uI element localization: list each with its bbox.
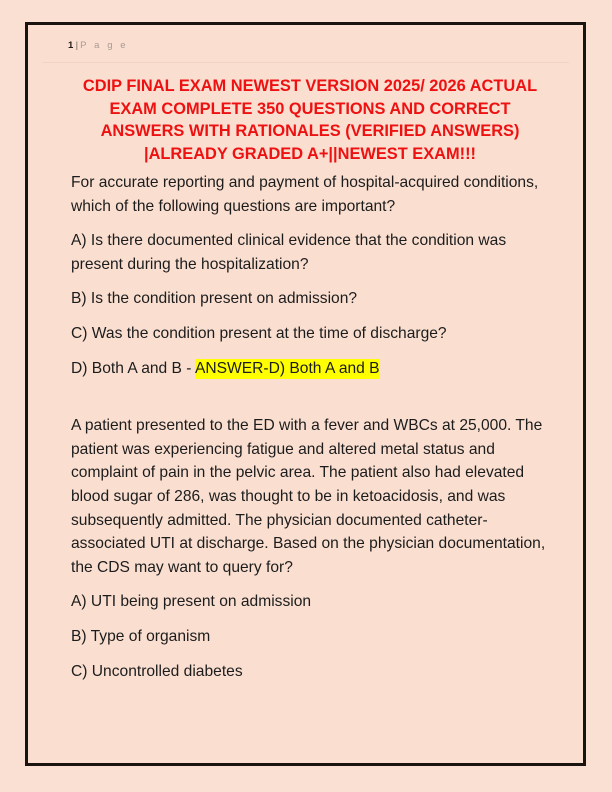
header-page-number: 1 xyxy=(68,40,74,51)
question-2-option-b: B) Type of organism xyxy=(71,627,211,645)
question-1-answer-highlight: ANSWER-D) Both A and B xyxy=(194,359,380,377)
header-divider-rule xyxy=(42,62,569,63)
question-2-stem: A patient presented to the ED with a fever and WBCs at 25,000. The patient was experiencing fatigue and altered metal status and complaint of pain in the pelvic area. The patient also had elevated blood sugar of 286, was thought to be in ketoacidosis, and was subsequently admitted. The physician documented catheter-associated UTI at discharge. Based on the physician documentation, the CDS may want to query for? xyxy=(71,417,546,576)
running-header xyxy=(28,25,583,65)
header-page-word: P a g e xyxy=(80,40,129,51)
document-page-sheet xyxy=(25,22,586,766)
paragraph-spacer xyxy=(71,391,549,414)
document-content xyxy=(71,75,549,694)
document-title: CDIP FINAL EXAM NEWEST VERSION 2025/ 2026 ACTUAL EXAM COMPLETE 350 QUESTIONS AND CORRECT ANSWERS WITH RATIONALES (VERIFIED ANSWERS) |ALREADY GRADED A+||NEWEST EXAM!!! xyxy=(82,77,538,163)
question-1-option-d xyxy=(71,357,549,381)
question-1-option-a: A) Is there documented clinical evidence that the condition was present during the hospitalization? xyxy=(71,232,507,273)
question-1-option-c: C) Was the condition present at the time of discharge? xyxy=(71,324,447,342)
question-1-option-b: B) Is the condition present on admission? xyxy=(71,290,358,308)
question-1-option-d-label: D) Both A and B - xyxy=(71,359,195,377)
header-separator: | xyxy=(75,40,79,51)
question-1-stem: For accurate reporting and payment of hospital-acquired conditions, which of the following questions are important? xyxy=(71,174,539,215)
question-2-option-a: A) UTI being present on admission xyxy=(71,593,312,611)
question-2-option-c: C) Uncontrolled diabetes xyxy=(71,662,243,680)
